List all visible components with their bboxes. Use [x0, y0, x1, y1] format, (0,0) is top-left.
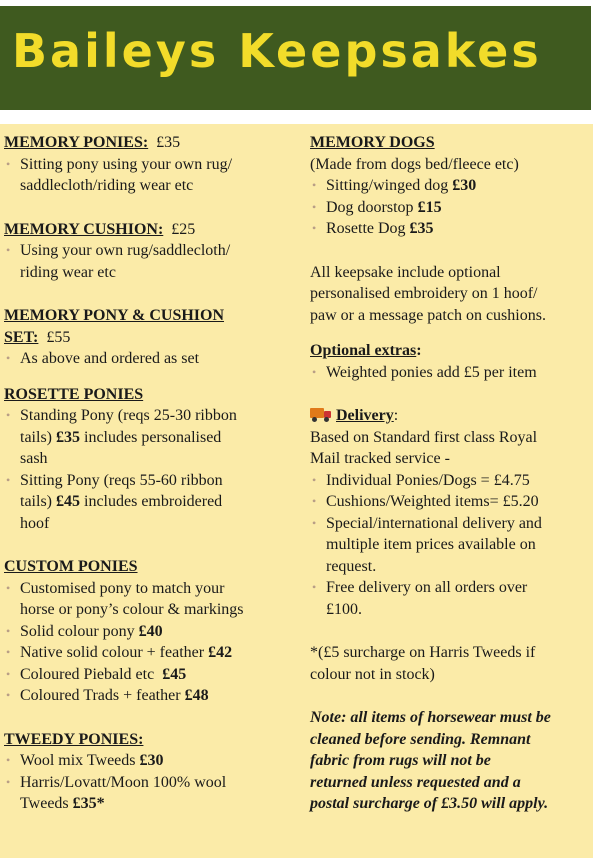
bullet-icon: • [6, 408, 11, 422]
optional-extras-heading: Optional extras [310, 342, 417, 359]
list-item: • Sitting Pony (reqs 55-60 ribbon [4, 470, 294, 492]
list-item-cont: hoof [20, 514, 50, 532]
list-item: • Native solid colour + feather £42 [4, 642, 294, 664]
pony-cushion-set-heading-line2: SET: £55 [4, 328, 71, 346]
bullet-icon: • [6, 645, 11, 659]
list-item: • Sitting pony using your own rug/ [4, 154, 294, 176]
memory-ponies-heading: MEMORY PONIES: [4, 134, 149, 151]
bullet-icon: • [312, 364, 317, 379]
memory-cushion-heading-line [4, 219, 294, 241]
bullet-icon: • [6, 666, 11, 681]
price-list-panel [0, 124, 593, 858]
bullet-icon: • [312, 221, 317, 235]
bullet-icon: • [312, 178, 317, 192]
bullet-icon: • [312, 199, 317, 214]
list-item: • Wool mix Tweeds £30 [4, 750, 294, 772]
horsewear-note: cleaned before sending. Remnant [310, 730, 531, 748]
bullet-icon: • [6, 472, 11, 487]
bullet-icon: • [312, 515, 317, 530]
list-item: • As above and ordered as set [4, 348, 294, 370]
list-item: • Harris/Lovatt/Moon 100% wool [4, 772, 294, 794]
pony-cushion-set-price: £55 [46, 328, 71, 346]
list-item: • Dog doorstop £15 [310, 197, 590, 219]
bullet-icon: • [6, 623, 11, 638]
bullet-icon: • [6, 688, 11, 702]
custom-ponies-heading: CUSTOM PONIES [4, 558, 138, 575]
list-item: • Rosette Dog £35 [310, 218, 590, 240]
right-column [310, 132, 590, 815]
list-item-cont: Tweeds £35* [20, 795, 105, 812]
bullet-icon: • [312, 494, 317, 508]
delivery-truck-icon [310, 407, 332, 421]
bullet-icon: • [312, 472, 317, 487]
horsewear-note: postal surcharge of £3.50 will apply. [310, 795, 549, 812]
bullet-icon: • [312, 580, 317, 594]
list-item: • Coloured Piebald etc £45 [4, 664, 294, 686]
list-item: • Cushions/Weighted items= £5.20 [310, 491, 590, 513]
list-item: • Special/international delivery and [310, 513, 590, 535]
bullet-icon: • [6, 753, 11, 767]
memory-cushion-heading: MEMORY CUSHION: [4, 220, 164, 238]
list-item-cont: sash [20, 450, 48, 467]
list-item-cont: £100. [326, 600, 362, 618]
delivery-heading-line: Delivery: [310, 405, 590, 427]
list-item-cont: tails) £35 includes personalised [20, 428, 222, 446]
list-item: • Individual Ponies/Dogs = £4.75 [310, 470, 590, 492]
bullet-icon: • [6, 243, 11, 257]
embroidery-note: paw or a message patch on cushions. [310, 306, 546, 324]
bullet-icon: • [6, 351, 11, 365]
memory-ponies-heading-line [4, 132, 294, 154]
surcharge-note: colour not in stock) [310, 665, 435, 683]
horsewear-note: Note: all items of horsewear must be [310, 709, 551, 726]
list-item-cont: multiple item prices available on [326, 536, 536, 553]
list-item-cont: tails) £45 includes embroidered [20, 493, 223, 510]
bullet-icon: • [6, 156, 11, 171]
surcharge-note: *(£5 surcharge on Harris Tweeds if [310, 644, 536, 661]
memory-ponies-price: £35 [156, 134, 181, 151]
delivery-heading: Delivery [336, 407, 394, 424]
page-title: Baileys Keepsakes [12, 24, 542, 78]
list-item: • Weighted ponies add £5 per item [310, 362, 590, 384]
list-item: • Sitting/winged dog £30 [310, 175, 590, 197]
list-item: • Coloured Trads + feather £48 [4, 685, 294, 707]
bullet-icon: • [6, 580, 11, 595]
memory-dogs-subtitle: (Made from dogs bed/fleece etc) [310, 155, 519, 173]
bullet-icon: • [6, 774, 11, 789]
tweedy-ponies-heading: TWEEDY PONIES: [4, 730, 144, 748]
embroidery-note: All keepsake include optional [310, 263, 501, 281]
list-item: • Using your own rug/saddlecloth/ [4, 240, 294, 262]
horsewear-note: fabric from rugs will not be [310, 752, 491, 769]
list-item: • Customised pony to match your [4, 578, 294, 600]
rosette-ponies-heading: ROSETTE PONIES [4, 385, 144, 403]
standing-pony-price: £35 [56, 428, 80, 446]
header-banner [0, 6, 591, 110]
sitting-pony-price: £45 [56, 493, 80, 510]
pony-cushion-set-heading: MEMORY PONY & CUSHION [4, 307, 225, 324]
list-item-cont: horse or pony’s colour & markings [20, 601, 244, 618]
embroidery-note: personalised embroidery on 1 hoof/ [310, 285, 538, 302]
horsewear-note: returned unless requested and a [310, 773, 521, 791]
list-item-cont: riding wear etc [20, 263, 116, 281]
delivery-intro: Based on Standard first class Royal [310, 428, 538, 446]
list-item: • Free delivery on all orders over [310, 577, 590, 599]
list-item-cont: request. [326, 557, 377, 575]
memory-dogs-heading: MEMORY DOGS [310, 134, 435, 151]
list-item-cont: saddlecloth/riding wear etc [20, 177, 194, 194]
optional-extras-heading-line: Optional extras: [310, 342, 422, 359]
list-item: • Standing Pony (reqs 25-30 ribbon [4, 405, 294, 427]
list-item: • Solid colour pony £40 [4, 621, 294, 643]
memory-cushion-price: £25 [171, 220, 196, 238]
left-column [4, 132, 294, 815]
delivery-intro: Mail tracked service - [310, 450, 450, 467]
